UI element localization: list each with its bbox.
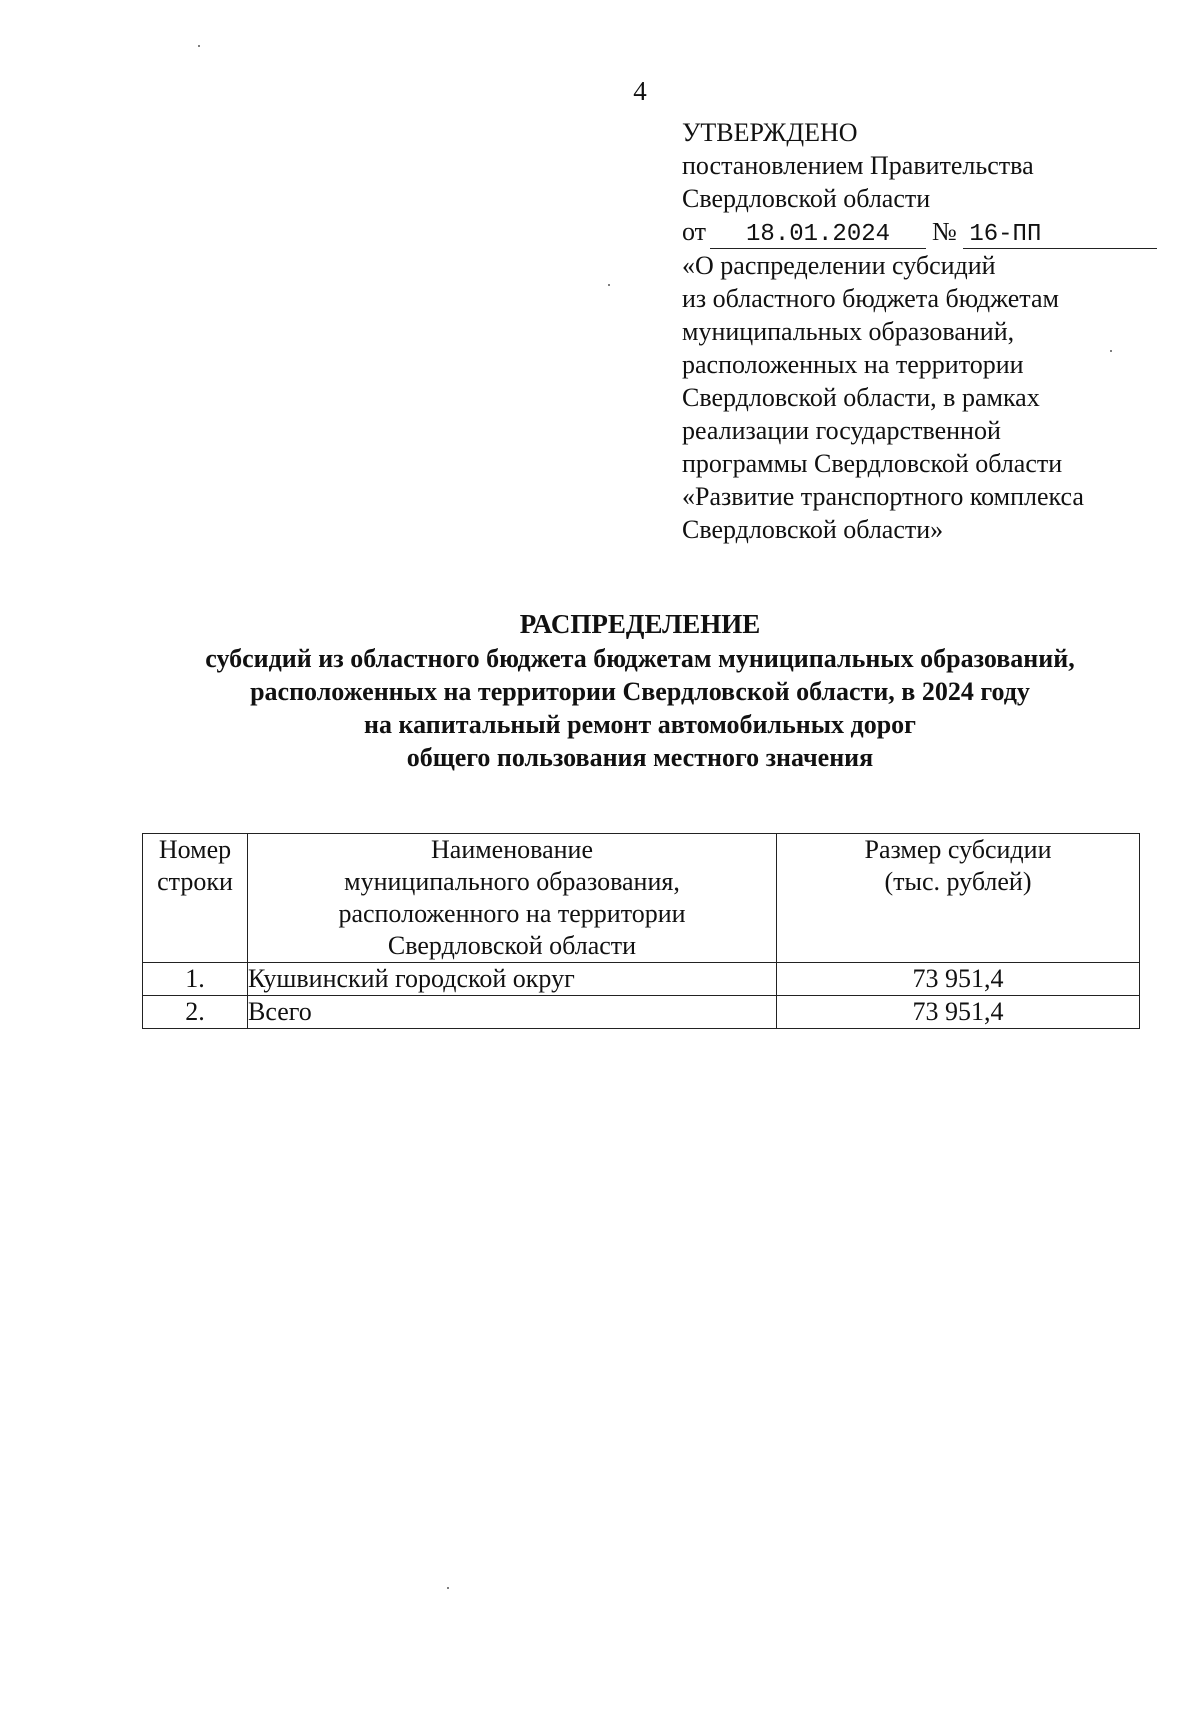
table-header-row xyxy=(143,834,1140,963)
header-municipality-name: Наименование муниципального образования, расположенного на территории Свердловской области xyxy=(248,834,777,963)
table-row xyxy=(143,996,1140,1029)
approval-subject-line: реализации государственной xyxy=(682,416,1001,445)
municipality-name: Кушвинский городской округ xyxy=(248,963,777,996)
number-prefix: № xyxy=(932,217,957,246)
approval-stamp xyxy=(682,116,1157,546)
title-line: субсидий из областного бюджета бюджетам муниципальных образований, xyxy=(205,644,1075,673)
subsidy-amount: 73 951,4 xyxy=(777,996,1140,1029)
approval-subject-line: Свердловской области, в рамках xyxy=(682,383,1040,412)
approval-subject-line: «О распределении субсидий xyxy=(682,251,996,280)
approval-subject-line: «Развитие транспортного комплекса xyxy=(682,482,1084,511)
approval-date: 18.01.2024 xyxy=(710,222,926,249)
document-title xyxy=(0,608,1200,774)
row-number: 2. xyxy=(143,996,248,1029)
approval-line-2: Свердловской области xyxy=(682,184,931,213)
approval-heading: УТВЕРЖДЕНО xyxy=(682,118,858,147)
approval-date-number-line xyxy=(682,215,1157,249)
date-prefix: от xyxy=(682,217,707,246)
municipality-name: Всего xyxy=(248,996,777,1029)
approval-line-1: постановлением Правительства xyxy=(682,151,1034,180)
title-line: расположенных на территории Свердловской области, в 2024 году xyxy=(250,677,1030,706)
scan-speck xyxy=(1110,350,1112,352)
row-number: 1. xyxy=(143,963,248,996)
subsidy-amount: 73 951,4 xyxy=(777,963,1140,996)
scan-speck xyxy=(198,45,200,47)
title-line: на капитальный ремонт автомобильных дорог xyxy=(364,710,916,739)
scan-speck xyxy=(608,284,610,286)
approval-number: 16-ПП xyxy=(963,222,1157,249)
approval-subject-line: муниципальных образований, xyxy=(682,317,1015,346)
header-row-number: Номер строки xyxy=(143,834,248,963)
approval-subject-line: расположенных на территории xyxy=(682,350,1024,379)
subsidy-table xyxy=(142,833,1140,1029)
approval-subject-line: программы Свердловской области xyxy=(682,449,1063,478)
table-row xyxy=(143,963,1140,996)
approval-subject-line: Свердловской области» xyxy=(682,515,944,544)
title-line: общего пользования местного значения xyxy=(406,743,874,772)
header-subsidy-amount: Размер субсидии (тыс. рублей) xyxy=(777,834,1140,963)
page-number: 4 xyxy=(633,76,647,106)
title-heading: РАСПРЕДЕЛЕНИЕ xyxy=(519,609,761,639)
approval-subject-line: из областного бюджета бюджетам xyxy=(682,284,1059,313)
scan-speck xyxy=(447,1587,449,1589)
